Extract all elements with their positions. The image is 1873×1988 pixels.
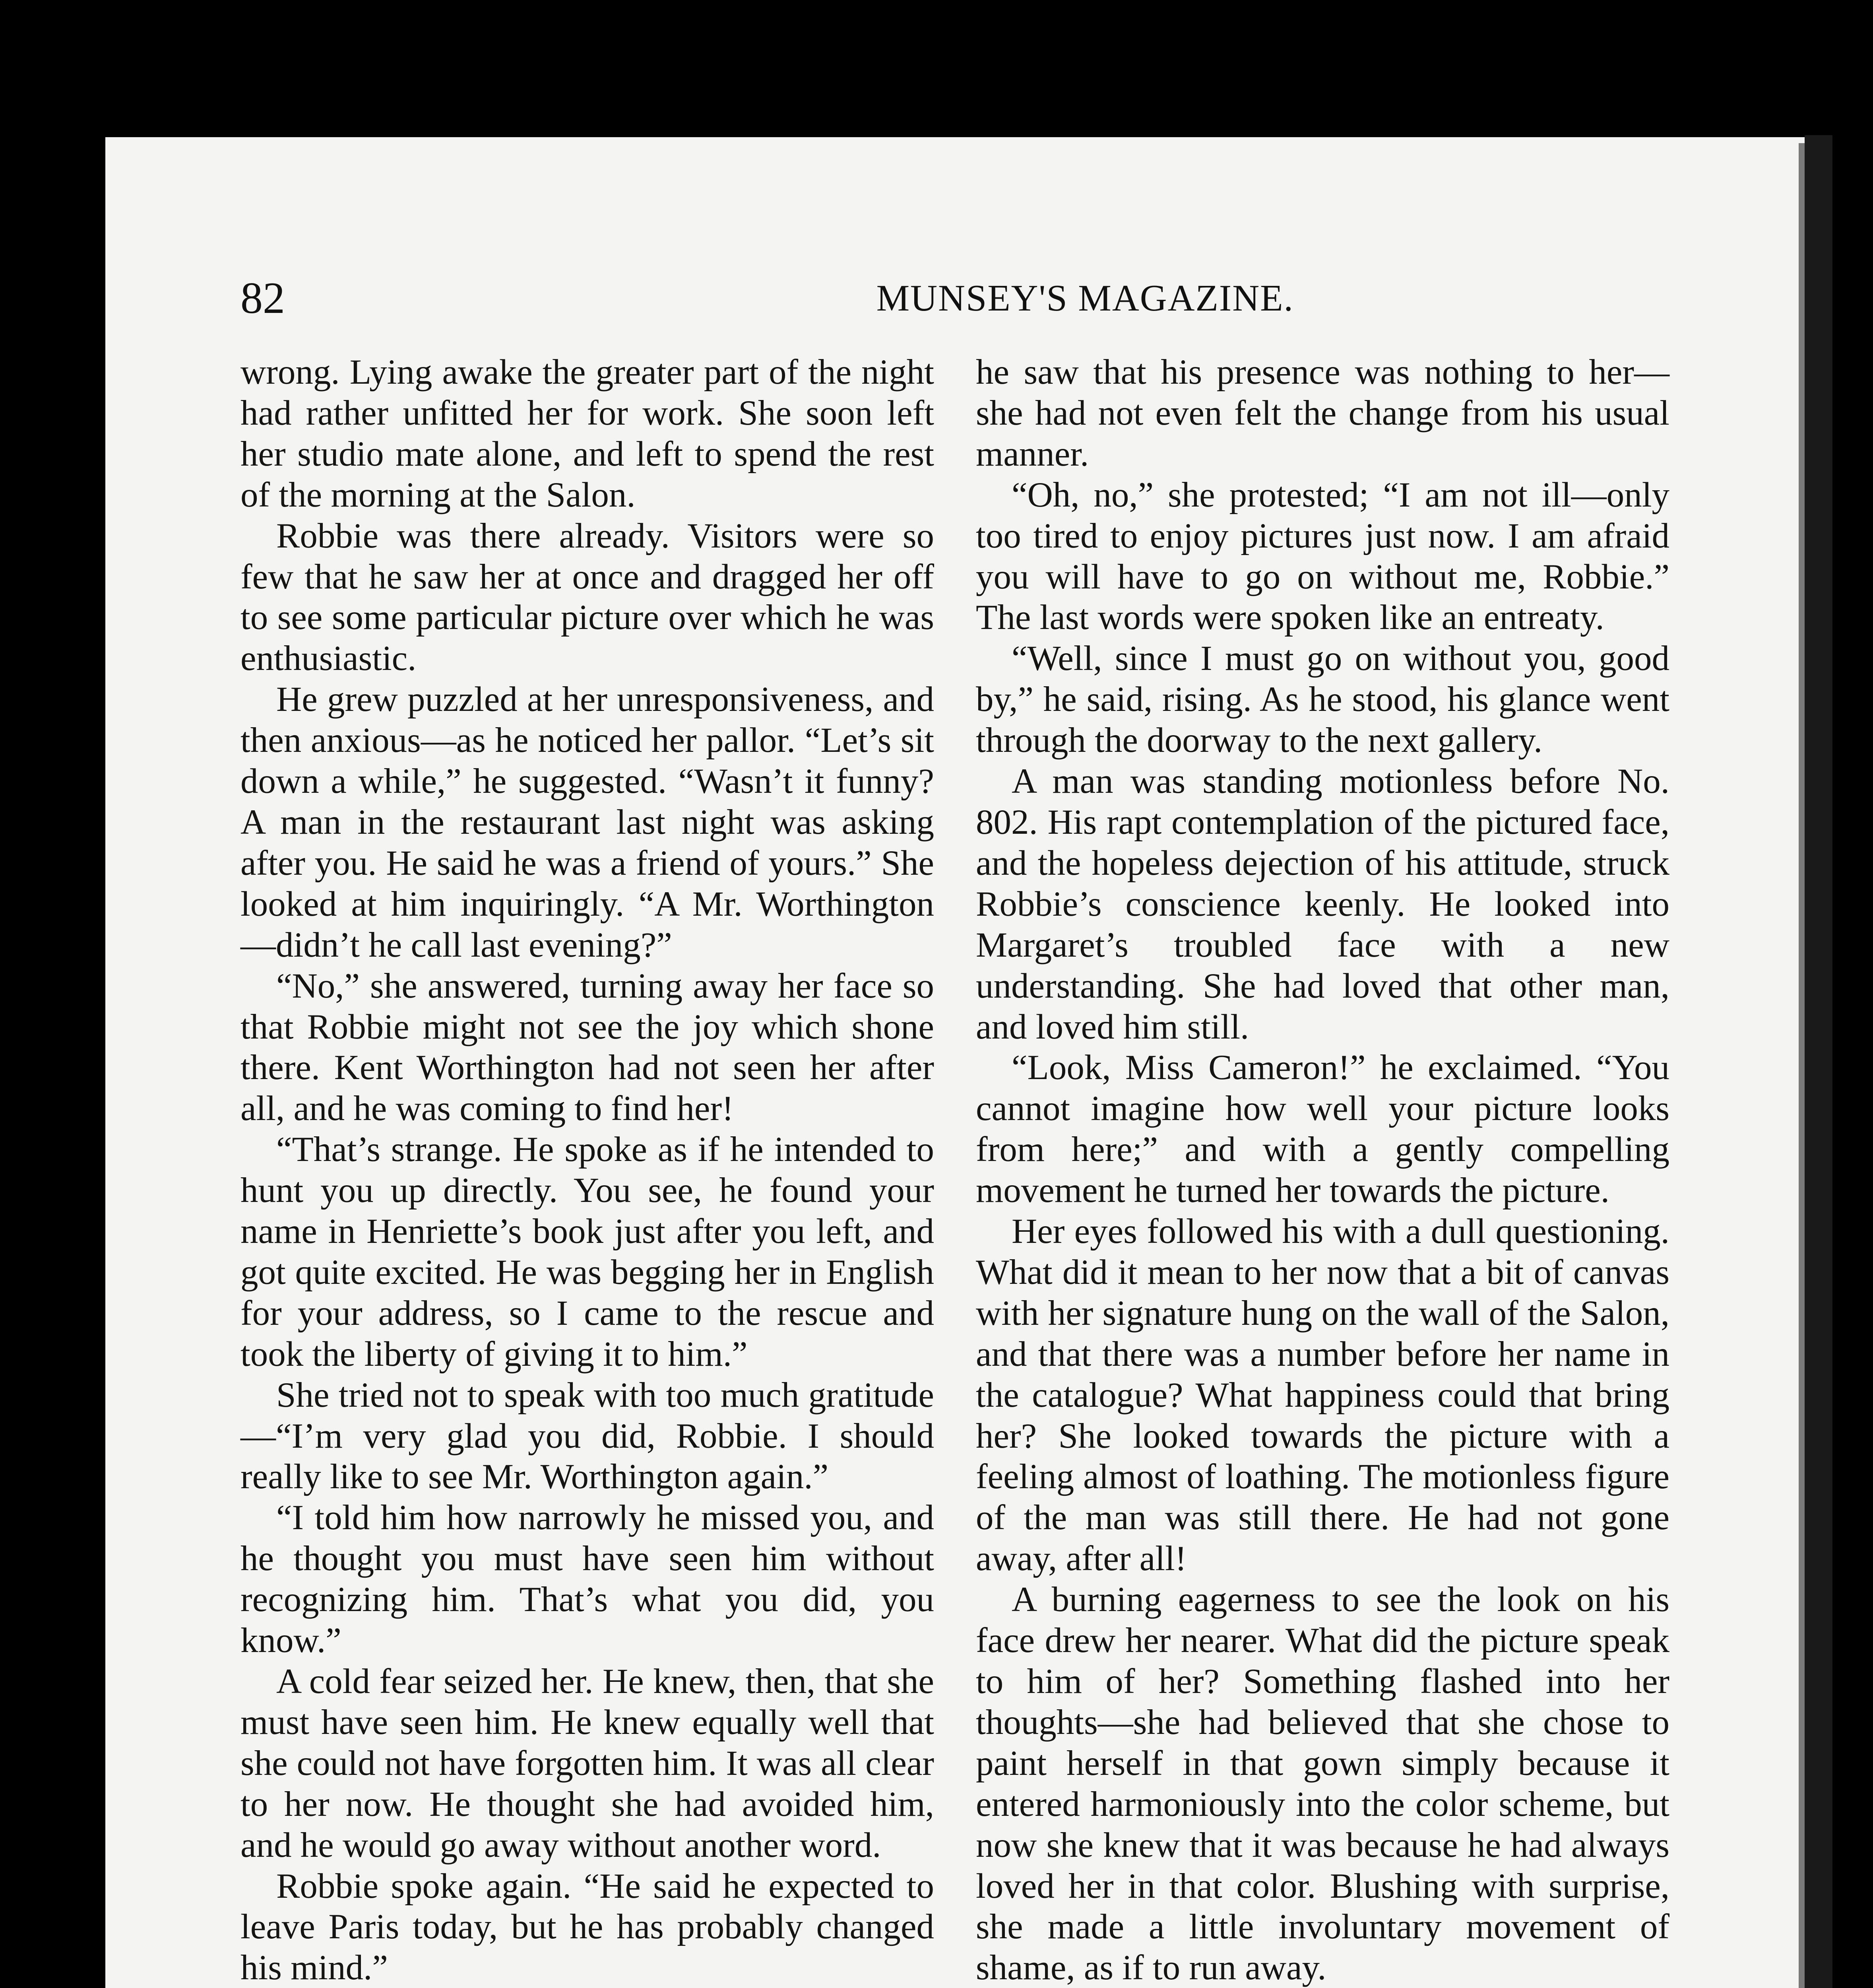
paragraph: “Look, Miss Cameron!” he exclaimed. “You cannot imagine how well your picture looks from here;” and with a gently compelling movement he turned her towards the picture. xyxy=(976,1048,1669,1210)
paragraph: Robbie was there already. Visitors were so few that he saw her at once and dragged her off to see some particular picture over which he was enthusiastic. xyxy=(240,516,934,678)
paragraph: he saw that his presence was nothing to her—she had not even felt the change from his usual manner. xyxy=(976,353,1669,474)
paragraph: Her eyes followed his with a dull questioning. What did it mean to her now that a bit of canvas with her signature hung on the wall of the Salon, and that there was a number before her name in the catalogue? What happiness could that bring her? She looked towards the picture with a feeling almost of loathing. The motionless figure of the man was still there. He had not gone away, after all! xyxy=(976,1212,1669,1578)
paragraph: A man was standing motionless before No. 802. His rapt contemplation of the pictured face, and the hopeless dejection of his attitude, struck Robbie’s conscience keenly. He looked into Margaret’s troubled face with a new understanding. She had loved that other man, and loved him still. xyxy=(976,762,1669,1046)
book-spine xyxy=(1805,135,1832,1988)
paragraph: “No,” she answered, turning away her face so that Robbie might not see the joy which shone there. Kent Worthington had not seen her after all, and he was coming to find her! xyxy=(240,966,934,1128)
paragraph: He grew puzzled at her unresponsiveness, and then anxious—as he noticed her pallor. “Let’s sit down a while,” he suggested. “Wasn’t it funny? A man in the restaurant last night was asking after you. He said he was a friend of yours.” She looked at him inquiringly. “A Mr. Worthington—didn’t he call last evening?” xyxy=(240,680,934,965)
paragraph: She tried not to speak with too much gratitude—“I’m very glad you did, Robbie. I should really like to see Mr. Worthington again.” xyxy=(240,1375,934,1497)
running-header xyxy=(240,270,1671,326)
paragraph: A cold fear seized her. He knew, then, that she must have seen him. He knew equally well that she could not have forgotten him. It was all clear to her now. He thought she had avoided him, and he would go away without another word. xyxy=(240,1662,934,1865)
paragraph: A burning eagerness to see the look on his face drew her nearer. What did the picture speak to him of her? Something flashed into her thoughts—she had believed that she chose to paint herself in that gown simply because it entered harmoniously into the color scheme, but now she knew that it was because he had always loved her in that color. Blushing with surprise, she made a little involuntary movement of shame, as if to run away. xyxy=(976,1580,1669,1988)
right-text-column xyxy=(976,352,1669,1988)
paragraph: “That’s strange. He spoke as if he intended to hunt you up directly. You see, he found your name in Henriette’s book just after you left, and got quite excited. He was begging her in English for your address, so I came to the rescue and took the liberty of giving it to him.” xyxy=(240,1130,934,1374)
page-number: 82 xyxy=(240,274,285,323)
paragraph: “I told him how narrowly he missed you, and he thought you must have seen him without recognizing him. That’s what you did, you know.” xyxy=(240,1498,934,1660)
paragraph: “Well, since I must go on without you, good by,” he said, rising. As he stood, his glance went through the doorway to the next gallery. xyxy=(976,639,1669,760)
page-edge-shadow xyxy=(1799,143,1805,1988)
left-text-column xyxy=(240,352,934,1988)
paragraph: Robbie spoke again. “He said he expected to leave Paris today, but he has probably changed his mind.” xyxy=(240,1866,934,1988)
paragraph: wrong. Lying awake the greater part of the night had rather unfitted her for work. She soon left her studio mate alone, and left to spend the rest of the morning at the Salon. xyxy=(240,353,934,514)
paragraph: “Oh, no,” she protested; “I am not ill—only too tired to enjoy pictures just now. I am afraid you will have to go on without me, Robbie.” The last words were spoken like an entreaty. xyxy=(976,475,1669,637)
magazine-title: MUNSEY'S MAGAZINE. xyxy=(876,278,1294,319)
